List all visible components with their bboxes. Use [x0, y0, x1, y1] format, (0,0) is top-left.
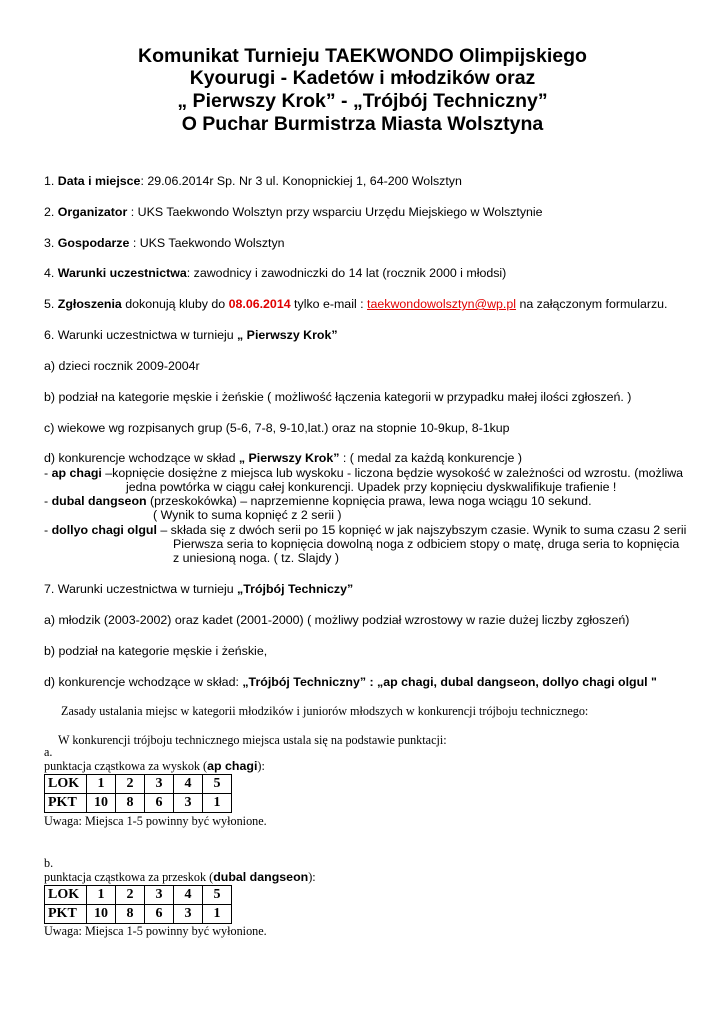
points-intro: W konkurencji trójboju technicznego miejsca ustala się na podstawie punktacji: [58, 733, 447, 747]
tt-item-b: b) podział na kategorie męskie i żeńskie, [44, 644, 268, 658]
table-cell: 2 [116, 775, 145, 794]
table-cell: 1 [87, 886, 116, 905]
dash: - [44, 523, 52, 537]
heading-bold: „ Pierwszy Krok” [237, 328, 338, 342]
item-date-place [44, 174, 462, 188]
caption-end: ): [257, 759, 265, 773]
row-label: LOK [45, 775, 87, 794]
pk-dollyo-chagi [44, 523, 686, 537]
title-line-4: O Puchar Burmistrza Miasta Wolsztyna [181, 113, 544, 135]
item-bold: „ Pierwszy Krok” [238, 451, 340, 465]
section-pierwszy-krok-heading [44, 328, 338, 342]
item-text: tylko e-mail : [290, 297, 368, 311]
event-name: dollyo chagi olgul [51, 523, 157, 537]
title-line-2: Kyourugi - Kadetów i młodzików oraz [189, 67, 536, 89]
caption-bold: ap chagi [207, 759, 258, 773]
row-label: LOK [45, 886, 87, 905]
table-cell: 6 [145, 794, 174, 813]
heading-bold: „Trójbój Techniczy” [237, 582, 354, 596]
item-text: d) konkurencje wchodzące w skład: [44, 675, 243, 689]
item-organizer [44, 205, 543, 219]
scoring-b-note: Uwaga: Miejsca 1-5 powinny być wyłonione. [44, 924, 267, 938]
table-cell: 4 [174, 886, 203, 905]
pk-item-c: c) wiekowe wg rozpisanych grup (5-6, 7-8, 9-10,lat.) oraz na stopnie 10-9kup, 8-1kup [44, 421, 510, 435]
item-label: Gospodarze [57, 236, 130, 250]
pk-dubal-dangseon-line2: ( Wynik to suma kopnięć z 2 serii ) [153, 508, 342, 522]
table-cell: 1 [87, 775, 116, 794]
deadline-date: 08.06.2014 [228, 297, 291, 311]
pk-dollyo-chagi-line2: Pierwsza seria to kopnięcia dowolną noga z odbiciem stopy o matę, druga seria to kopnięcia [173, 537, 680, 551]
dash: - [44, 494, 52, 508]
item-number: 4. [44, 266, 58, 280]
table-row-pkt [45, 905, 232, 924]
pk-item-d [44, 451, 522, 465]
item-label: Warunki uczestnictwa [57, 266, 187, 280]
table-row-lok [45, 886, 232, 905]
table-cell: 3 [145, 775, 174, 794]
pk-dollyo-chagi-line3: z uniesioną noga. ( tz. Slajdy ) [173, 551, 339, 565]
table-cell: 5 [203, 886, 232, 905]
title-line-3: „ Pierwszy Krok” - „Trójbój Techniczny” [177, 90, 548, 112]
table-row-pkt [45, 794, 232, 813]
pk-item-b: b) podział na kategorie męskie i żeńskie ( możliwość łączenia kategorii w przypadku małej ilości zgłoszeń. ) [44, 390, 632, 404]
table-cell: 10 [87, 794, 116, 813]
item-label: Zgłoszenia [57, 297, 122, 311]
tt-item-d [44, 675, 657, 689]
table-cell: 1 [203, 905, 232, 924]
email-link[interactable]: taekwondowolsztyn@wp.pl [367, 297, 516, 311]
scoring-b-caption [44, 870, 316, 884]
item-text: : ( medal za każdą konkurencje ) [339, 451, 522, 465]
item-text: na załączonym formularzu. [516, 297, 668, 311]
scoring-a-caption [44, 759, 265, 773]
table-cell: 10 [87, 905, 116, 924]
event-text: –kopnięcie dosiężne z miejsca lub wyskoku - liczona będzie wysokość w zależności od wzrostu. (możliwa [101, 466, 684, 480]
event-name: dubal dangseon [51, 494, 147, 508]
scoring-a-table [44, 774, 232, 813]
heading-text: 7. Warunki uczestnictwa w turnieju [44, 582, 238, 596]
section-trojboj-heading [44, 582, 353, 596]
pk-item-a: a) dzieci rocznik 2009-2004r [44, 359, 200, 373]
caption-end: ): [308, 870, 316, 884]
table-cell: 3 [174, 905, 203, 924]
item-text: : UKS Taekwondo Wolsztyn [129, 236, 285, 250]
item-text: d) konkurencje wchodzące w skład [44, 451, 239, 465]
item-number: 3. [44, 236, 58, 250]
caption-text: punktacja cząstkowa za wyskok ( [44, 759, 208, 773]
event-text: (przeskokówka) – naprzemienne kopnięcia prawa, lewa noga wciągu 10 sekund. [146, 494, 592, 508]
row-label: PKT [45, 905, 87, 924]
item-number: 1. [44, 174, 58, 188]
item-text: : UKS Taekwondo Wolsztyn przy wsparciu Urzędu Miejskiego w Wolsztynie [127, 205, 543, 219]
table-cell: 3 [174, 794, 203, 813]
table-cell: 2 [116, 886, 145, 905]
heading-text: 6. Warunki uczestnictwa w turnieju [44, 328, 238, 342]
table-cell: 1 [203, 794, 232, 813]
table-cell: 6 [145, 905, 174, 924]
table-cell: 5 [203, 775, 232, 794]
dash: - [44, 466, 52, 480]
table-row-lok [45, 775, 232, 794]
pk-dubal-dangseon [44, 494, 592, 508]
item-number: 5. [44, 297, 58, 311]
item-bold: „Trójbój Techniczny” : „ap chagi, dubal dangseon, dollyo chagi olgul " [242, 675, 657, 689]
item-text: : 29.06.2014r Sp. Nr 3 ul. Konopnickiej 1, 64-200 Wolsztyn [140, 174, 462, 188]
scoring-a-note: Uwaga: Miejsca 1-5 powinny być wyłonione. [44, 814, 267, 828]
event-text: – składa się z dwóch serii po 15 kopnięć w jak najszybszym czasie. Wynik to suma czasu 2 serii [156, 523, 687, 537]
item-label: Data i miejsce [57, 174, 141, 188]
pk-ap-chagi [44, 466, 683, 480]
table-cell: 8 [116, 794, 145, 813]
item-hosts [44, 236, 285, 250]
table-cell: 3 [145, 886, 174, 905]
event-name: ap chagi [51, 466, 102, 480]
table-cell: 8 [116, 905, 145, 924]
item-text: dokonują kluby do [121, 297, 229, 311]
title-line-1: Komunikat Turnieju TAEKWONDO Olimpijskiego [138, 45, 587, 67]
scoring-a-letter: a. [44, 745, 53, 759]
item-conditions [44, 266, 506, 280]
item-registration [44, 297, 668, 311]
item-number: 2. [44, 205, 58, 219]
rules-text: Zasady ustalania miejsc w kategorii młodzików i juniorów młodszych w konkurencji trójboju technicznego: [61, 704, 589, 718]
caption-text: punktacja cząstkowa za przeskok ( [44, 870, 214, 884]
row-label: PKT [45, 794, 87, 813]
scoring-b-table [44, 885, 232, 924]
pk-ap-chagi-line2: jedna powtórka w ciągu całej konkurencji. Upadek przy kopnięciu dyskwalifikuje trafienie ! [126, 480, 617, 494]
scoring-b-letter: b. [44, 856, 54, 870]
tt-item-a: a) młodzik (2003-2002) oraz kadet (2001-2000) ( możliwy podział wzrostowy w razie dużej liczby zgłoszeń) [44, 613, 630, 627]
item-label: Organizator [57, 205, 128, 219]
item-text: : zawodnicy i zawodniczki do 14 lat (rocznik 2000 i młodsi) [186, 266, 507, 280]
table-cell: 4 [174, 775, 203, 794]
caption-bold: dubal dangseon [213, 870, 309, 884]
